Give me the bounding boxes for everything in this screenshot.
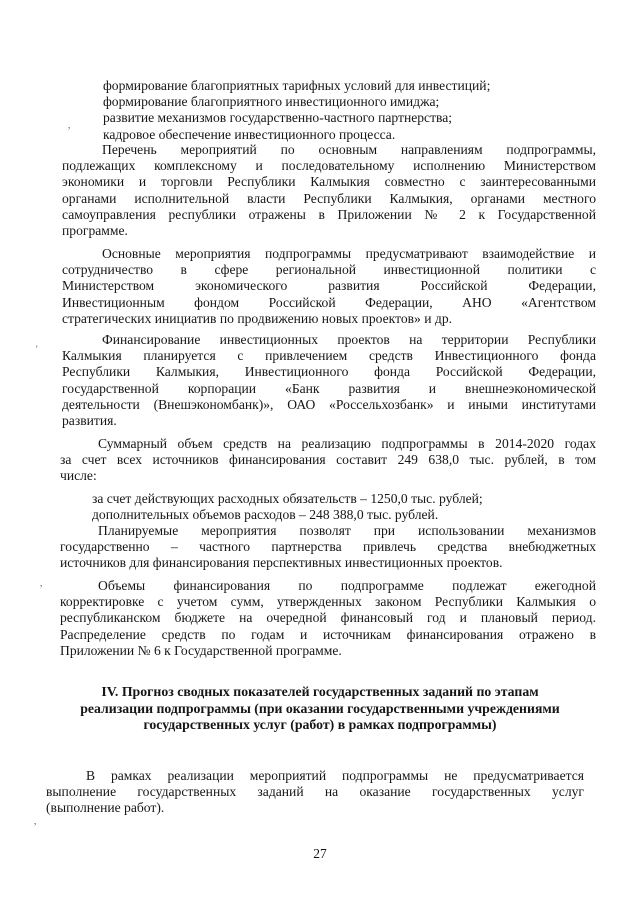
paragraph-obemy — [60, 578, 596, 659]
text-line: Инвестиционным фондом Российской Федерации, АНО «Агентством — [62, 294, 596, 310]
text-line: стратегических инициатив по продвижению новых проектов» и др. — [62, 310, 453, 326]
text-line: Суммарный объем средств на реализацию подпрограммы в 2014-2020 годах — [98, 436, 596, 451]
text-line: экономики и торговли Республики Калмыкия совместно с заинтересованными — [62, 174, 596, 190]
paragraph-planiruemye — [60, 523, 596, 572]
text-line: выполнение государственных заданий на оказание государственных услуг — [46, 784, 584, 800]
heading-line: IV. Прогноз сводных показателей государственных заданий по этапам — [101, 684, 539, 699]
text-line: развития. — [62, 413, 117, 429]
text-line: Финансирование инвестиционных проектов на территории Республики — [102, 332, 596, 347]
scan-mark: , — [68, 120, 71, 130]
text-line: подлежащих комплексному и последовательному исполнению Министерством — [62, 158, 596, 174]
section-heading — [48, 684, 592, 734]
text-line: государственно – частного партнерства привлечь средства внебюджетных — [60, 539, 596, 555]
page-number: 27 — [313, 846, 327, 861]
text-line: республиканском бюджете на очередной финансовый год и плановый период. — [60, 610, 596, 626]
scan-mark: , — [34, 816, 37, 826]
scan-mark: ' — [36, 344, 38, 354]
text-line: сотрудничество в сфере региональной инвестиционной политики с — [62, 262, 596, 278]
list-item: за счет действующих расходных обязательств – 1250,0 тыс. рублей; — [92, 491, 483, 506]
list-item: формирование благоприятного инвестиционного имиджа; — [103, 94, 440, 110]
text-line: органами исполнительной власти Республики Калмыкия, органами местного — [62, 190, 596, 206]
list-funding-sources — [92, 491, 572, 523]
paragraph-osnovnye — [62, 246, 596, 327]
text-line: Министерством экономического развития Российской Федерации, — [62, 278, 596, 294]
list-item: кадровое обеспечение инвестиционного процесса. — [103, 126, 396, 142]
text-line: числе: — [60, 468, 97, 484]
list-item: дополнительных объемов расходов – 248 388,0 тыс. рублей. — [92, 507, 439, 523]
list-item: формирование благоприятных тарифных условий для инвестиций; — [103, 78, 491, 93]
paragraph-finansirovanie — [62, 332, 596, 429]
text-line: государственной корпорации «Банк развития и внешнеэкономической — [62, 380, 596, 396]
text-line: Планируемые мероприятия позволят при использовании механизмов — [98, 523, 596, 538]
text-line: деятельности (Внешэкономбанк)», ОАО «Россельхозбанк» и иными институтами — [62, 396, 596, 412]
list-item: развитие механизмов государственно-частного партнерства; — [103, 110, 453, 126]
text-line: Объемы финансирования по подпрограмме подлежат ежегодной — [98, 578, 596, 593]
heading-line: государственных услуг (работ) в рамках подпрограммы) — [143, 717, 497, 733]
scan-mark: , — [40, 578, 43, 588]
paragraph-perechen — [62, 142, 596, 239]
heading-line: реализации подпрограммы (при оказании государственными учреждениями — [80, 700, 560, 716]
text-line: Распределение средств по годам и источникам финансирования отражено в — [60, 626, 596, 642]
paragraph-summarny — [60, 436, 596, 485]
paragraph-v-ramkah — [46, 768, 584, 817]
text-line: за счет всех источников финансирования составит 249 638,0 тыс. рублей, в том — [60, 452, 596, 468]
text-line: В рамках реализации мероприятий подпрограммы не предусматривается — [86, 768, 584, 783]
text-line: корректировке с учетом сумм, утвержденных законом Республики Калмыкия о — [60, 594, 596, 610]
text-line: Приложении № 6 к Государственной программе. — [60, 642, 342, 658]
text-line: программе. — [62, 223, 128, 239]
text-line: Перечень мероприятий по основным направлениям подпрограммы, — [102, 142, 596, 157]
text-line: Республики Калмыкия, Инвестиционного фонда Российской Федерации, — [62, 364, 596, 380]
text-line: источников для финансирования перспективных инвестиционных проектов. — [60, 555, 503, 571]
text-line: (выполнение работ). — [46, 800, 165, 816]
text-line: Основные мероприятия подпрограммы предусматривают взаимодействие и — [102, 246, 596, 261]
list-measures — [103, 78, 573, 143]
text-line: Калмыкия планируется с привлечением средств Инвестиционного фонда — [62, 348, 596, 364]
text-line: самоуправления республики отражены в Приложении № 2 к Государственной — [62, 206, 596, 222]
